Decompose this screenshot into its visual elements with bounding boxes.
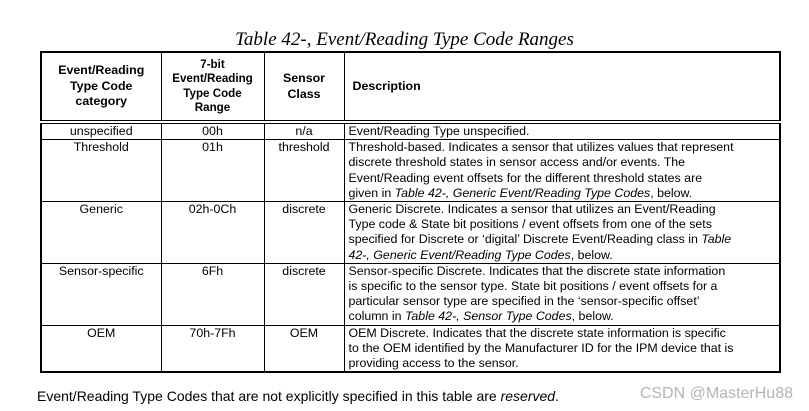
description-line: to the OEM identified by the Manufacturer ID for the IPM device that is [348, 340, 734, 355]
description-line: discrete threshold states in sensor access and/or events. The [348, 155, 686, 170]
table-caption: Table 42-, Event/Reading Type Code Ranges [235, 29, 574, 50]
category-cell: Generic [41, 202, 161, 264]
description-cell [344, 202, 780, 264]
range-cell: 00h [161, 122, 264, 140]
table-row [41, 122, 780, 140]
sensor-class-cell: OEM [264, 325, 344, 372]
description-line: 42-, Generic Event/Reading Type Codes, below. [348, 247, 613, 262]
description-line: Threshold-based. Indicates a sensor that utilizes values that represent [348, 140, 734, 155]
description-line: particular sensor type are specified in the ‘sensor-specific offset’ [348, 294, 700, 309]
table-row [41, 325, 780, 372]
description-cell [344, 122, 780, 140]
sensor-class-cell: threshold [264, 140, 344, 202]
header-sensor-class: Sensor Class [264, 52, 344, 122]
description-line: specified for Discrete or ‘digital’ Discrete Event/Reading class in Table [348, 232, 732, 247]
description-line: Generic Discrete. Indicates a sensor that utilizes an Event/Reading [348, 202, 716, 217]
description-line: Sensor-specific Discrete. Indicates that the discrete state information [348, 263, 726, 278]
description-line: providing access to the sensor. [348, 356, 519, 371]
description-line: Event/Reading event offsets for the different threshold states are [348, 170, 703, 185]
description-line: column in Table 42-, Sensor Type Codes, below. [348, 309, 614, 324]
sensor-class-cell: discrete [264, 202, 344, 264]
description-line: Type code & State bit positions / event offsets from one of the sets [348, 217, 712, 232]
description-cell [344, 140, 780, 202]
description-cell [344, 263, 780, 325]
header-row [41, 52, 780, 122]
sensor-class-cell: discrete [264, 263, 344, 325]
description-line: OEM Discrete. Indicates that the discrete state information is specific [348, 325, 726, 340]
range-cell: 01h [161, 140, 264, 202]
range-cell: 02h-0Ch [161, 202, 264, 264]
table-row [41, 202, 780, 264]
sensor-class-cell: n/a [264, 122, 344, 140]
table-row [41, 263, 780, 325]
description-cell [344, 325, 780, 372]
watermark: CSDN @MasterHu88 [639, 385, 793, 402]
category-cell: Threshold [41, 140, 161, 202]
header-description: Description [344, 52, 780, 122]
header-category: Event/Reading Type Code category [41, 52, 161, 122]
category-cell: Sensor-specific [41, 263, 161, 325]
header-range: 7-bit Event/Reading Type Code Range [161, 52, 264, 122]
description-line: Event/Reading Type unspecified. [348, 124, 530, 138]
table-body [41, 122, 780, 372]
event-reading-type-code-table [40, 51, 781, 373]
description-line: is specific to the sensor type. State bit positions / event offsets for a [348, 279, 718, 294]
table-row [41, 140, 780, 202]
range-cell: 70h-7Fh [161, 325, 264, 372]
description-line: given in Table 42-, Generic Event/Reading Type Codes, below. [348, 185, 693, 200]
category-cell: unspecified [41, 122, 161, 140]
category-cell: OEM [41, 325, 161, 372]
range-cell: 6Fh [161, 263, 264, 325]
footer-note: Event/Reading Type Codes that are not explicitly specified in this table are reserved. [37, 388, 559, 404]
